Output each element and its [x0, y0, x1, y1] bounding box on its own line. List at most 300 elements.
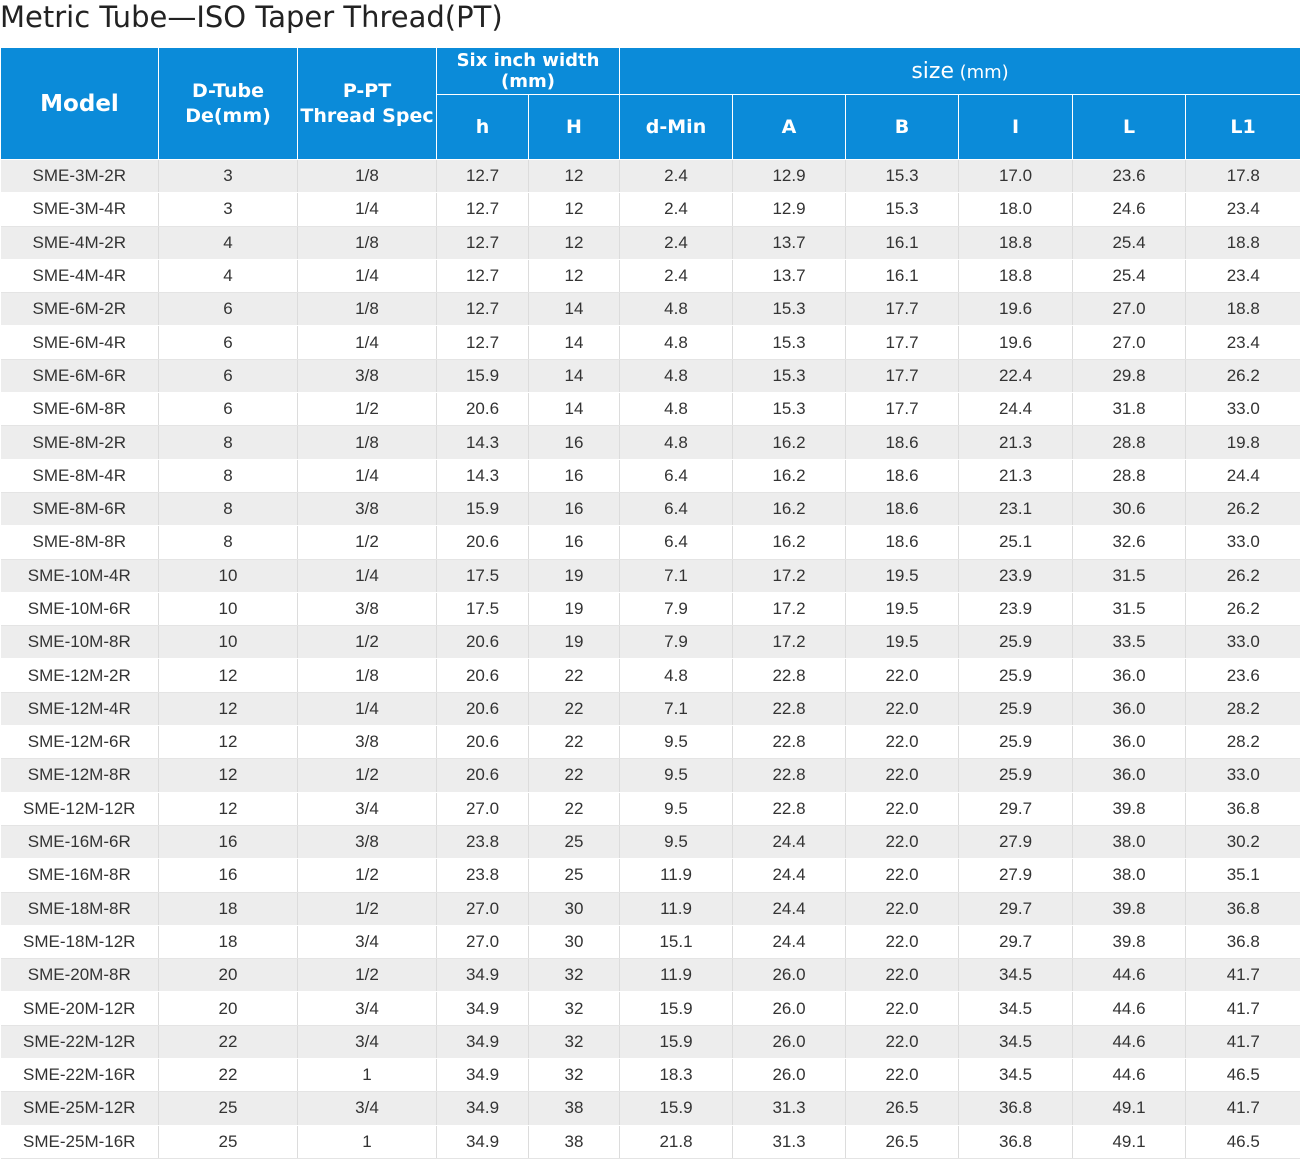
- cell-model: SME-4M-4R: [1, 259, 159, 292]
- cell-l: 39.8: [1073, 925, 1186, 958]
- cell-h: 20.6: [437, 759, 529, 792]
- cell-l1: 23.4: [1186, 193, 1300, 226]
- cell-l: 30.6: [1073, 492, 1186, 525]
- cell-i: 29.7: [959, 792, 1073, 825]
- cell-a: 13.7: [733, 259, 846, 292]
- cell-a: 12.9: [733, 193, 846, 226]
- cell-b: 16.1: [846, 226, 959, 259]
- header-d-tube-line1: D-Tube: [191, 79, 265, 102]
- cell-b: 17.7: [846, 359, 959, 392]
- cell-b: 22.0: [846, 859, 959, 892]
- cell-p-pt: 3/4: [298, 1025, 437, 1058]
- cell-d-min: 9.5: [620, 825, 733, 858]
- cell-i: 25.9: [959, 759, 1073, 792]
- cell-p-pt: 1/8: [298, 160, 437, 193]
- cell-p-pt: 3/4: [298, 992, 437, 1025]
- cell-l1: 24.4: [1186, 459, 1300, 492]
- header-l1: L1: [1186, 95, 1300, 160]
- cell-H: 22: [529, 792, 620, 825]
- table-header: [1, 48, 1300, 160]
- cell-a: 17.2: [733, 626, 846, 659]
- cell-H: 16: [529, 426, 620, 459]
- cell-p-pt: 1/4: [298, 692, 437, 725]
- cell-model: SME-20M-12R: [1, 992, 159, 1025]
- cell-d-min: 11.9: [620, 892, 733, 925]
- cell-p-pt: 3/8: [298, 726, 437, 759]
- cell-h: 20.6: [437, 626, 529, 659]
- cell-l1: 28.2: [1186, 726, 1300, 759]
- cell-b: 22.0: [846, 825, 959, 858]
- cell-i: 25.9: [959, 626, 1073, 659]
- cell-d-min: 4.8: [620, 359, 733, 392]
- cell-d-tube: 12: [159, 692, 298, 725]
- cell-h: 23.8: [437, 825, 529, 858]
- cell-H: 38: [529, 1092, 620, 1125]
- cell-h: 20.6: [437, 726, 529, 759]
- cell-d-min: 2.4: [620, 226, 733, 259]
- cell-b: 22.0: [846, 659, 959, 692]
- table-row: [1, 659, 1300, 692]
- table-row: [1, 726, 1300, 759]
- cell-model: SME-6M-2R: [1, 293, 159, 326]
- cell-h: 17.5: [437, 559, 529, 592]
- cell-l1: 18.8: [1186, 226, 1300, 259]
- cell-model: SME-16M-8R: [1, 859, 159, 892]
- cell-i: 22.4: [959, 359, 1073, 392]
- cell-H: 19: [529, 559, 620, 592]
- cell-d-tube: 25: [159, 1125, 298, 1158]
- cell-d-tube: 8: [159, 492, 298, 525]
- cell-d-tube: 22: [159, 1059, 298, 1092]
- cell-b: 22.0: [846, 959, 959, 992]
- cell-a: 16.2: [733, 492, 846, 525]
- cell-d-min: 15.9: [620, 1092, 733, 1125]
- cell-a: 17.2: [733, 559, 846, 592]
- cell-l: 25.4: [1073, 259, 1186, 292]
- cell-l1: 26.2: [1186, 359, 1300, 392]
- table-row: [1, 526, 1300, 559]
- cell-d-min: 4.8: [620, 326, 733, 359]
- cell-l1: 23.6: [1186, 659, 1300, 692]
- cell-h: 27.0: [437, 925, 529, 958]
- table-row: [1, 492, 1300, 525]
- cell-p-pt: 1/2: [298, 526, 437, 559]
- cell-a: 22.8: [733, 659, 846, 692]
- cell-b: 22.0: [846, 992, 959, 1025]
- cell-l: 29.8: [1073, 359, 1186, 392]
- cell-h: 12.7: [437, 193, 529, 226]
- cell-model: SME-8M-8R: [1, 526, 159, 559]
- cell-d-min: 4.8: [620, 393, 733, 426]
- cell-b: 26.5: [846, 1125, 959, 1158]
- cell-d-min: 9.5: [620, 726, 733, 759]
- cell-h: 34.9: [437, 959, 529, 992]
- cell-l1: 23.4: [1186, 259, 1300, 292]
- cell-d-tube: 6: [159, 326, 298, 359]
- cell-p-pt: 1/2: [298, 959, 437, 992]
- cell-model: SME-3M-2R: [1, 160, 159, 193]
- cell-a: 12.9: [733, 160, 846, 193]
- cell-l1: 46.5: [1186, 1125, 1300, 1158]
- spec-table: [0, 47, 1300, 1159]
- cell-h: 23.8: [437, 859, 529, 892]
- cell-i: 21.3: [959, 459, 1073, 492]
- cell-model: SME-12M-12R: [1, 792, 159, 825]
- cell-model: SME-6M-4R: [1, 326, 159, 359]
- cell-i: 34.5: [959, 959, 1073, 992]
- cell-H: 19: [529, 592, 620, 625]
- cell-d-min: 15.9: [620, 1025, 733, 1058]
- table-row: [1, 1092, 1300, 1125]
- cell-d-min: 4.8: [620, 426, 733, 459]
- cell-d-min: 6.4: [620, 459, 733, 492]
- cell-model: SME-22M-16R: [1, 1059, 159, 1092]
- cell-h: 20.6: [437, 692, 529, 725]
- cell-i: 19.6: [959, 293, 1073, 326]
- cell-h: 34.9: [437, 1025, 529, 1058]
- cell-p-pt: 1/8: [298, 659, 437, 692]
- cell-p-pt: 3/8: [298, 592, 437, 625]
- cell-a: 26.0: [733, 1025, 846, 1058]
- cell-b: 22.0: [846, 1025, 959, 1058]
- cell-i: 23.9: [959, 559, 1073, 592]
- cell-l1: 26.2: [1186, 492, 1300, 525]
- cell-a: 26.0: [733, 959, 846, 992]
- cell-d-tube: 6: [159, 293, 298, 326]
- cell-d-tube: 22: [159, 1025, 298, 1058]
- cell-H: 16: [529, 492, 620, 525]
- cell-model: SME-8M-2R: [1, 426, 159, 459]
- cell-model: SME-8M-4R: [1, 459, 159, 492]
- cell-p-pt: 1/4: [298, 459, 437, 492]
- cell-l1: 36.8: [1186, 792, 1300, 825]
- table-row: [1, 892, 1300, 925]
- cell-l: 33.5: [1073, 626, 1186, 659]
- header-p-pt-line2: Thread Spec: [300, 104, 434, 127]
- cell-h: 12.7: [437, 293, 529, 326]
- cell-l1: 19.8: [1186, 426, 1300, 459]
- header-b: B: [846, 95, 959, 160]
- cell-b: 19.5: [846, 559, 959, 592]
- cell-a: 24.4: [733, 859, 846, 892]
- cell-p-pt: 1: [298, 1059, 437, 1092]
- cell-l: 44.6: [1073, 1059, 1186, 1092]
- cell-d-tube: 12: [159, 792, 298, 825]
- cell-l: 27.0: [1073, 326, 1186, 359]
- cell-h: 20.6: [437, 393, 529, 426]
- cell-b: 22.0: [846, 892, 959, 925]
- cell-model: SME-25M-12R: [1, 1092, 159, 1125]
- cell-i: 34.5: [959, 992, 1073, 1025]
- cell-l1: 36.8: [1186, 925, 1300, 958]
- cell-model: SME-12M-2R: [1, 659, 159, 692]
- cell-p-pt: 1/2: [298, 626, 437, 659]
- cell-a: 15.3: [733, 393, 846, 426]
- cell-a: 15.3: [733, 359, 846, 392]
- cell-l: 27.0: [1073, 293, 1186, 326]
- table-row: [1, 426, 1300, 459]
- cell-l1: 23.4: [1186, 326, 1300, 359]
- cell-model: SME-4M-2R: [1, 226, 159, 259]
- cell-p-pt: 3/4: [298, 1092, 437, 1125]
- cell-model: SME-10M-4R: [1, 559, 159, 592]
- cell-p-pt: 1/2: [298, 393, 437, 426]
- cell-d-tube: 16: [159, 859, 298, 892]
- cell-l1: 35.1: [1186, 859, 1300, 892]
- cell-d-tube: 16: [159, 825, 298, 858]
- cell-a: 17.2: [733, 592, 846, 625]
- cell-i: 29.7: [959, 892, 1073, 925]
- cell-h: 34.9: [437, 1092, 529, 1125]
- cell-i: 25.1: [959, 526, 1073, 559]
- cell-d-tube: 12: [159, 726, 298, 759]
- cell-l: 44.6: [1073, 959, 1186, 992]
- header-p-pt-line1: P-PT: [342, 79, 392, 102]
- cell-d-min: 21.8: [620, 1125, 733, 1158]
- cell-l1: 41.7: [1186, 1025, 1300, 1058]
- cell-H: 22: [529, 726, 620, 759]
- cell-d-min: 7.9: [620, 592, 733, 625]
- cell-H: 16: [529, 526, 620, 559]
- cell-H: 32: [529, 1059, 620, 1092]
- cell-d-tube: 4: [159, 259, 298, 292]
- cell-d-min: 11.9: [620, 959, 733, 992]
- cell-p-pt: 1/8: [298, 426, 437, 459]
- cell-a: 22.8: [733, 759, 846, 792]
- cell-d-tube: 4: [159, 226, 298, 259]
- cell-l: 23.6: [1073, 160, 1186, 193]
- cell-d-tube: 18: [159, 925, 298, 958]
- cell-d-tube: 12: [159, 659, 298, 692]
- table-row: [1, 459, 1300, 492]
- cell-a: 13.7: [733, 226, 846, 259]
- cell-H: 14: [529, 293, 620, 326]
- cell-i: 18.0: [959, 193, 1073, 226]
- header-six-inch-width: Six inch width (mm): [437, 48, 620, 95]
- cell-model: SME-10M-6R: [1, 592, 159, 625]
- cell-a: 31.3: [733, 1092, 846, 1125]
- table-row: [1, 792, 1300, 825]
- header-size-label: size: [911, 58, 954, 84]
- table-row: [1, 959, 1300, 992]
- table-row: [1, 592, 1300, 625]
- cell-i: 34.5: [959, 1059, 1073, 1092]
- cell-l1: 30.2: [1186, 825, 1300, 858]
- cell-a: 16.2: [733, 426, 846, 459]
- cell-b: 19.5: [846, 592, 959, 625]
- cell-d-tube: 8: [159, 426, 298, 459]
- cell-l1: 17.8: [1186, 160, 1300, 193]
- cell-model: SME-18M-12R: [1, 925, 159, 958]
- header-l: L: [1073, 95, 1186, 160]
- cell-l1: 26.2: [1186, 559, 1300, 592]
- cell-a: 26.0: [733, 1059, 846, 1092]
- cell-model: SME-8M-6R: [1, 492, 159, 525]
- cell-h: 14.3: [437, 459, 529, 492]
- cell-h: 34.9: [437, 1059, 529, 1092]
- table-row: [1, 626, 1300, 659]
- cell-i: 21.3: [959, 426, 1073, 459]
- cell-l1: 36.8: [1186, 892, 1300, 925]
- cell-i: 25.9: [959, 659, 1073, 692]
- cell-l: 31.8: [1073, 393, 1186, 426]
- table-row: [1, 293, 1300, 326]
- header-model: Model: [1, 48, 159, 160]
- cell-d-min: 11.9: [620, 859, 733, 892]
- cell-a: 22.8: [733, 726, 846, 759]
- cell-d-tube: 10: [159, 592, 298, 625]
- cell-i: 25.9: [959, 692, 1073, 725]
- cell-l: 49.1: [1073, 1125, 1186, 1158]
- cell-H: 32: [529, 992, 620, 1025]
- cell-p-pt: 1/4: [298, 326, 437, 359]
- cell-H: 25: [529, 859, 620, 892]
- table-row: [1, 393, 1300, 426]
- cell-p-pt: 1/8: [298, 226, 437, 259]
- cell-a: 24.4: [733, 925, 846, 958]
- cell-b: 22.0: [846, 925, 959, 958]
- cell-d-min: 7.9: [620, 626, 733, 659]
- cell-H: 12: [529, 226, 620, 259]
- table-row: [1, 1125, 1300, 1158]
- cell-p-pt: 1/4: [298, 559, 437, 592]
- cell-l1: 33.0: [1186, 626, 1300, 659]
- cell-a: 22.8: [733, 792, 846, 825]
- cell-l: 24.6: [1073, 193, 1186, 226]
- table-row: [1, 359, 1300, 392]
- cell-l: 49.1: [1073, 1092, 1186, 1125]
- cell-b: 16.1: [846, 259, 959, 292]
- table-row: [1, 925, 1300, 958]
- cell-d-min: 4.8: [620, 293, 733, 326]
- cell-H: 14: [529, 326, 620, 359]
- cell-model: SME-22M-12R: [1, 1025, 159, 1058]
- cell-i: 34.5: [959, 1025, 1073, 1058]
- cell-H: 30: [529, 892, 620, 925]
- cell-l1: 41.7: [1186, 992, 1300, 1025]
- cell-l: 31.5: [1073, 592, 1186, 625]
- header-d-tube: [159, 48, 298, 160]
- cell-h: 12.7: [437, 160, 529, 193]
- table-row: [1, 559, 1300, 592]
- cell-d-tube: 6: [159, 393, 298, 426]
- cell-b: 18.6: [846, 426, 959, 459]
- cell-model: SME-12M-8R: [1, 759, 159, 792]
- table-row: [1, 825, 1300, 858]
- cell-h: 20.6: [437, 659, 529, 692]
- cell-p-pt: 1/4: [298, 259, 437, 292]
- cell-model: SME-6M-8R: [1, 393, 159, 426]
- cell-a: 16.2: [733, 526, 846, 559]
- cell-h: 14.3: [437, 426, 529, 459]
- cell-l: 44.6: [1073, 1025, 1186, 1058]
- page-title: Metric Tube—ISO Taper Thread(PT): [0, 0, 503, 34]
- cell-b: 22.0: [846, 726, 959, 759]
- cell-model: SME-12M-6R: [1, 726, 159, 759]
- cell-i: 36.8: [959, 1092, 1073, 1125]
- cell-d-tube: 25: [159, 1092, 298, 1125]
- table-row: [1, 326, 1300, 359]
- cell-i: 23.1: [959, 492, 1073, 525]
- cell-b: 15.3: [846, 160, 959, 193]
- cell-d-tube: 20: [159, 992, 298, 1025]
- table-row: [1, 759, 1300, 792]
- cell-i: 36.8: [959, 1125, 1073, 1158]
- cell-p-pt: 1/2: [298, 759, 437, 792]
- cell-d-min: 6.4: [620, 526, 733, 559]
- cell-b: 17.7: [846, 326, 959, 359]
- cell-model: SME-20M-8R: [1, 959, 159, 992]
- cell-a: 15.3: [733, 326, 846, 359]
- cell-l: 31.5: [1073, 559, 1186, 592]
- cell-d-tube: 8: [159, 526, 298, 559]
- cell-d-tube: 20: [159, 959, 298, 992]
- cell-h: 34.9: [437, 1125, 529, 1158]
- cell-l: 39.8: [1073, 892, 1186, 925]
- cell-model: SME-10M-8R: [1, 626, 159, 659]
- cell-l1: 18.8: [1186, 293, 1300, 326]
- header-size-group: [620, 48, 1300, 95]
- cell-i: 18.8: [959, 259, 1073, 292]
- cell-l: 36.0: [1073, 659, 1186, 692]
- cell-d-min: 6.4: [620, 492, 733, 525]
- table-row: [1, 160, 1300, 193]
- cell-p-pt: 1: [298, 1125, 437, 1158]
- cell-l: 36.0: [1073, 692, 1186, 725]
- cell-d-min: 15.9: [620, 992, 733, 1025]
- cell-h: 15.9: [437, 492, 529, 525]
- cell-H: 14: [529, 359, 620, 392]
- header-d-tube-line2: De(mm): [185, 104, 271, 127]
- cell-b: 15.3: [846, 193, 959, 226]
- cell-d-tube: 3: [159, 160, 298, 193]
- cell-p-pt: 3/8: [298, 359, 437, 392]
- table-row: [1, 193, 1300, 226]
- cell-b: 22.0: [846, 792, 959, 825]
- cell-d-tube: 10: [159, 559, 298, 592]
- table-row: [1, 259, 1300, 292]
- cell-H: 30: [529, 925, 620, 958]
- cell-b: 17.7: [846, 393, 959, 426]
- cell-a: 24.4: [733, 825, 846, 858]
- cell-l: 28.8: [1073, 459, 1186, 492]
- cell-model: SME-25M-16R: [1, 1125, 159, 1158]
- cell-a: 26.0: [733, 992, 846, 1025]
- cell-d-tube: 6: [159, 359, 298, 392]
- header-i: I: [959, 95, 1073, 160]
- cell-h: 12.7: [437, 226, 529, 259]
- cell-p-pt: 3/4: [298, 792, 437, 825]
- cell-H: 14: [529, 393, 620, 426]
- cell-H: 16: [529, 459, 620, 492]
- header-h-small: h: [437, 95, 529, 160]
- table-row: [1, 859, 1300, 892]
- cell-H: 19: [529, 626, 620, 659]
- cell-l1: 33.0: [1186, 759, 1300, 792]
- cell-h: 12.7: [437, 259, 529, 292]
- cell-a: 22.8: [733, 692, 846, 725]
- table-row: [1, 992, 1300, 1025]
- header-p-pt: [298, 48, 437, 160]
- table-row: [1, 1059, 1300, 1092]
- cell-i: 18.8: [959, 226, 1073, 259]
- cell-p-pt: 1/4: [298, 193, 437, 226]
- cell-i: 23.9: [959, 592, 1073, 625]
- cell-d-tube: 3: [159, 193, 298, 226]
- cell-i: 19.6: [959, 326, 1073, 359]
- cell-d-min: 2.4: [620, 259, 733, 292]
- cell-d-min: 7.1: [620, 559, 733, 592]
